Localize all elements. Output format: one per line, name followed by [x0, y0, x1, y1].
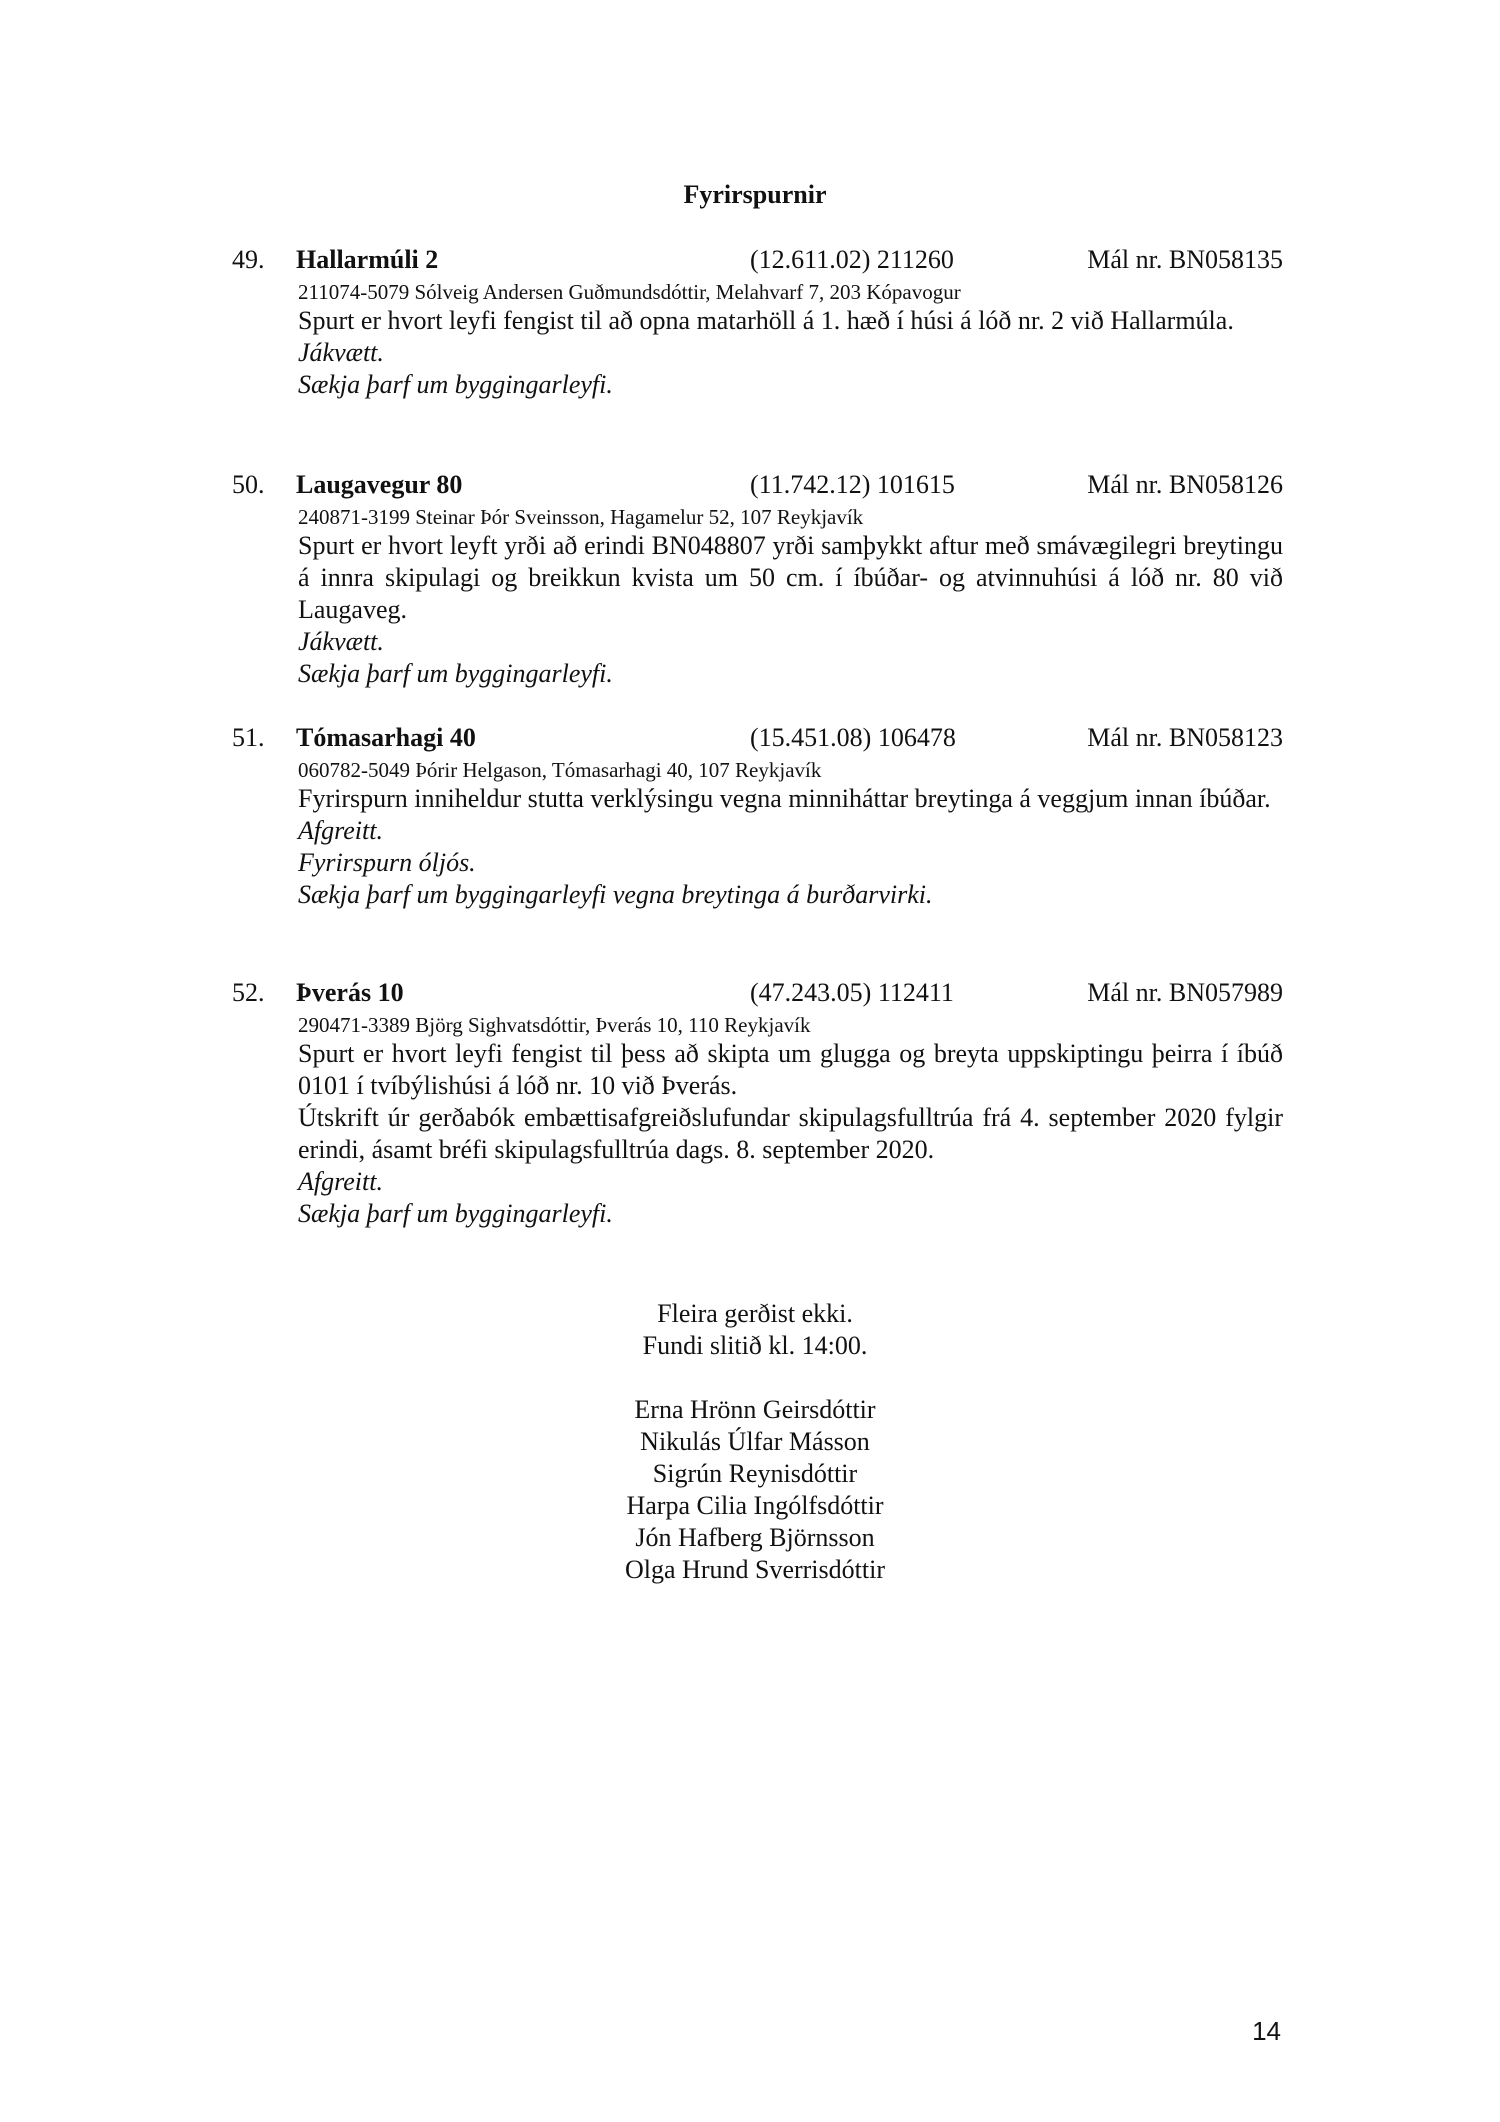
signatory-list: [0, 1394, 1500, 1586]
case-land-number: (15.451.08) 106478: [750, 723, 956, 752]
section-heading: Fyrirspurnir: [683, 180, 827, 209]
case-verdict: Jákvætt.: [298, 627, 384, 656]
page-number: 14: [1252, 2016, 1281, 2046]
case-header-row: [0, 470, 1500, 504]
case-applicant: 211074-5079 Sólveig Andersen Guðmundsdóttir, Melahvarf 7, 203 Kópavogur: [298, 280, 961, 304]
case-verdict: Sækja þarf um byggingarleyfi.: [298, 1199, 613, 1228]
case-index: 49.: [232, 245, 265, 274]
case-number: Mál nr. BN058126: [1087, 470, 1283, 499]
case-index: 50.: [232, 470, 265, 499]
case-number: Mál nr. BN058123: [1087, 723, 1283, 752]
case-number: Mál nr. BN057989: [1087, 978, 1283, 1007]
case-entry: [0, 723, 1500, 911]
case-header-row: [0, 723, 1500, 757]
case-verdict: Sækja þarf um byggingarleyfi vegna breytinga á burðarvirki.: [298, 880, 933, 909]
case-verdict: Afgreitt.: [298, 1167, 383, 1196]
signatory-name: Nikulás Úlfar Másson: [640, 1427, 870, 1456]
case-land-number: (11.742.12) 101615: [750, 470, 955, 499]
case-number: Mál nr. BN058135: [1087, 245, 1283, 274]
case-description: Spurt er hvort leyft yrði að erindi BN048807 yrði samþykkt aftur með smávægilegri breytingu á innra skipulagi og breikkun kvista um 50 cm. í íbúðar- og atvinnuhúsi á lóð nr. 80 við Laugaveg.: [298, 531, 1283, 624]
case-address: Þverás 10: [296, 978, 404, 1007]
case-entry: [0, 245, 1500, 401]
case-verdict: Fyrirspurn óljós.: [298, 848, 476, 877]
case-land-number: (12.611.02) 211260: [750, 245, 954, 274]
case-index: 51.: [232, 723, 265, 752]
case-header-row: [0, 978, 1500, 1012]
case-description: Spurt er hvort leyfi fengist til að opna matarhöll á 1. hæð í húsi á lóð nr. 2 við Hallarmúla.: [298, 306, 1234, 335]
case-applicant: 060782-5049 Þórir Helgason, Tómasarhagi 40, 107 Reykjavík: [298, 758, 822, 782]
case-verdict: Jákvætt.: [298, 338, 384, 367]
case-address: Laugavegur 80: [296, 470, 463, 499]
case-description: Fyrirspurn inniheldur stutta verklýsingu vegna minniháttar breytinga á veggjum innan íbúðar.: [298, 784, 1271, 813]
case-applicant: 240871-3199 Steinar Þór Sveinsson, Hagamelur 52, 107 Reykjavík: [298, 505, 864, 529]
case-entry: [0, 470, 1500, 690]
case-description: Spurt er hvort leyfi fengist til þess að skipta um glugga og breyta uppskiptingu þeirra í íbúð 0101 í tvíbýlishúsi á lóð nr. 10 við Þverás.: [298, 1039, 1283, 1100]
case-verdict: Afgreitt.: [298, 816, 383, 845]
case-verdict: Sækja þarf um byggingarleyfi.: [298, 659, 613, 688]
case-verdict: Sækja þarf um byggingarleyfi.: [298, 370, 613, 399]
case-address: Hallarmúli 2: [296, 245, 439, 274]
case-applicant: 290471-3389 Björg Sighvatsdóttir, Þverás 10, 110 Reykjavík: [298, 1013, 811, 1037]
case-description: Útskrift úr gerðabók embættisafgreiðslufundar skipulagsfulltrúa frá 4. september 2020 fylgir erindi, ásamt bréfi skipulagsfulltrúa dags. 8. september 2020.: [298, 1103, 1283, 1164]
case-land-number: (47.243.05) 112411: [750, 978, 954, 1007]
case-address: Tómasarhagi 40: [296, 723, 476, 752]
signatory-name: Olga Hrund Sverrisdóttir: [625, 1555, 885, 1584]
signatory-name: Erna Hrönn Geirsdóttir: [634, 1395, 876, 1424]
case-entry: [0, 978, 1500, 1230]
signatory-name: Jón Hafberg Björnsson: [635, 1523, 875, 1552]
closing-line: Fleira gerðist ekki.: [657, 1299, 853, 1328]
signatory-name: Harpa Cilia Ingólfsdóttir: [626, 1491, 884, 1520]
case-index: 52.: [232, 978, 265, 1007]
signatory-name: Sigrún Reynisdóttir: [652, 1459, 858, 1488]
case-header-row: [0, 245, 1500, 279]
closing-line: Fundi slitið kl. 14:00.: [642, 1331, 868, 1360]
closing-remarks: [0, 1298, 1500, 1362]
